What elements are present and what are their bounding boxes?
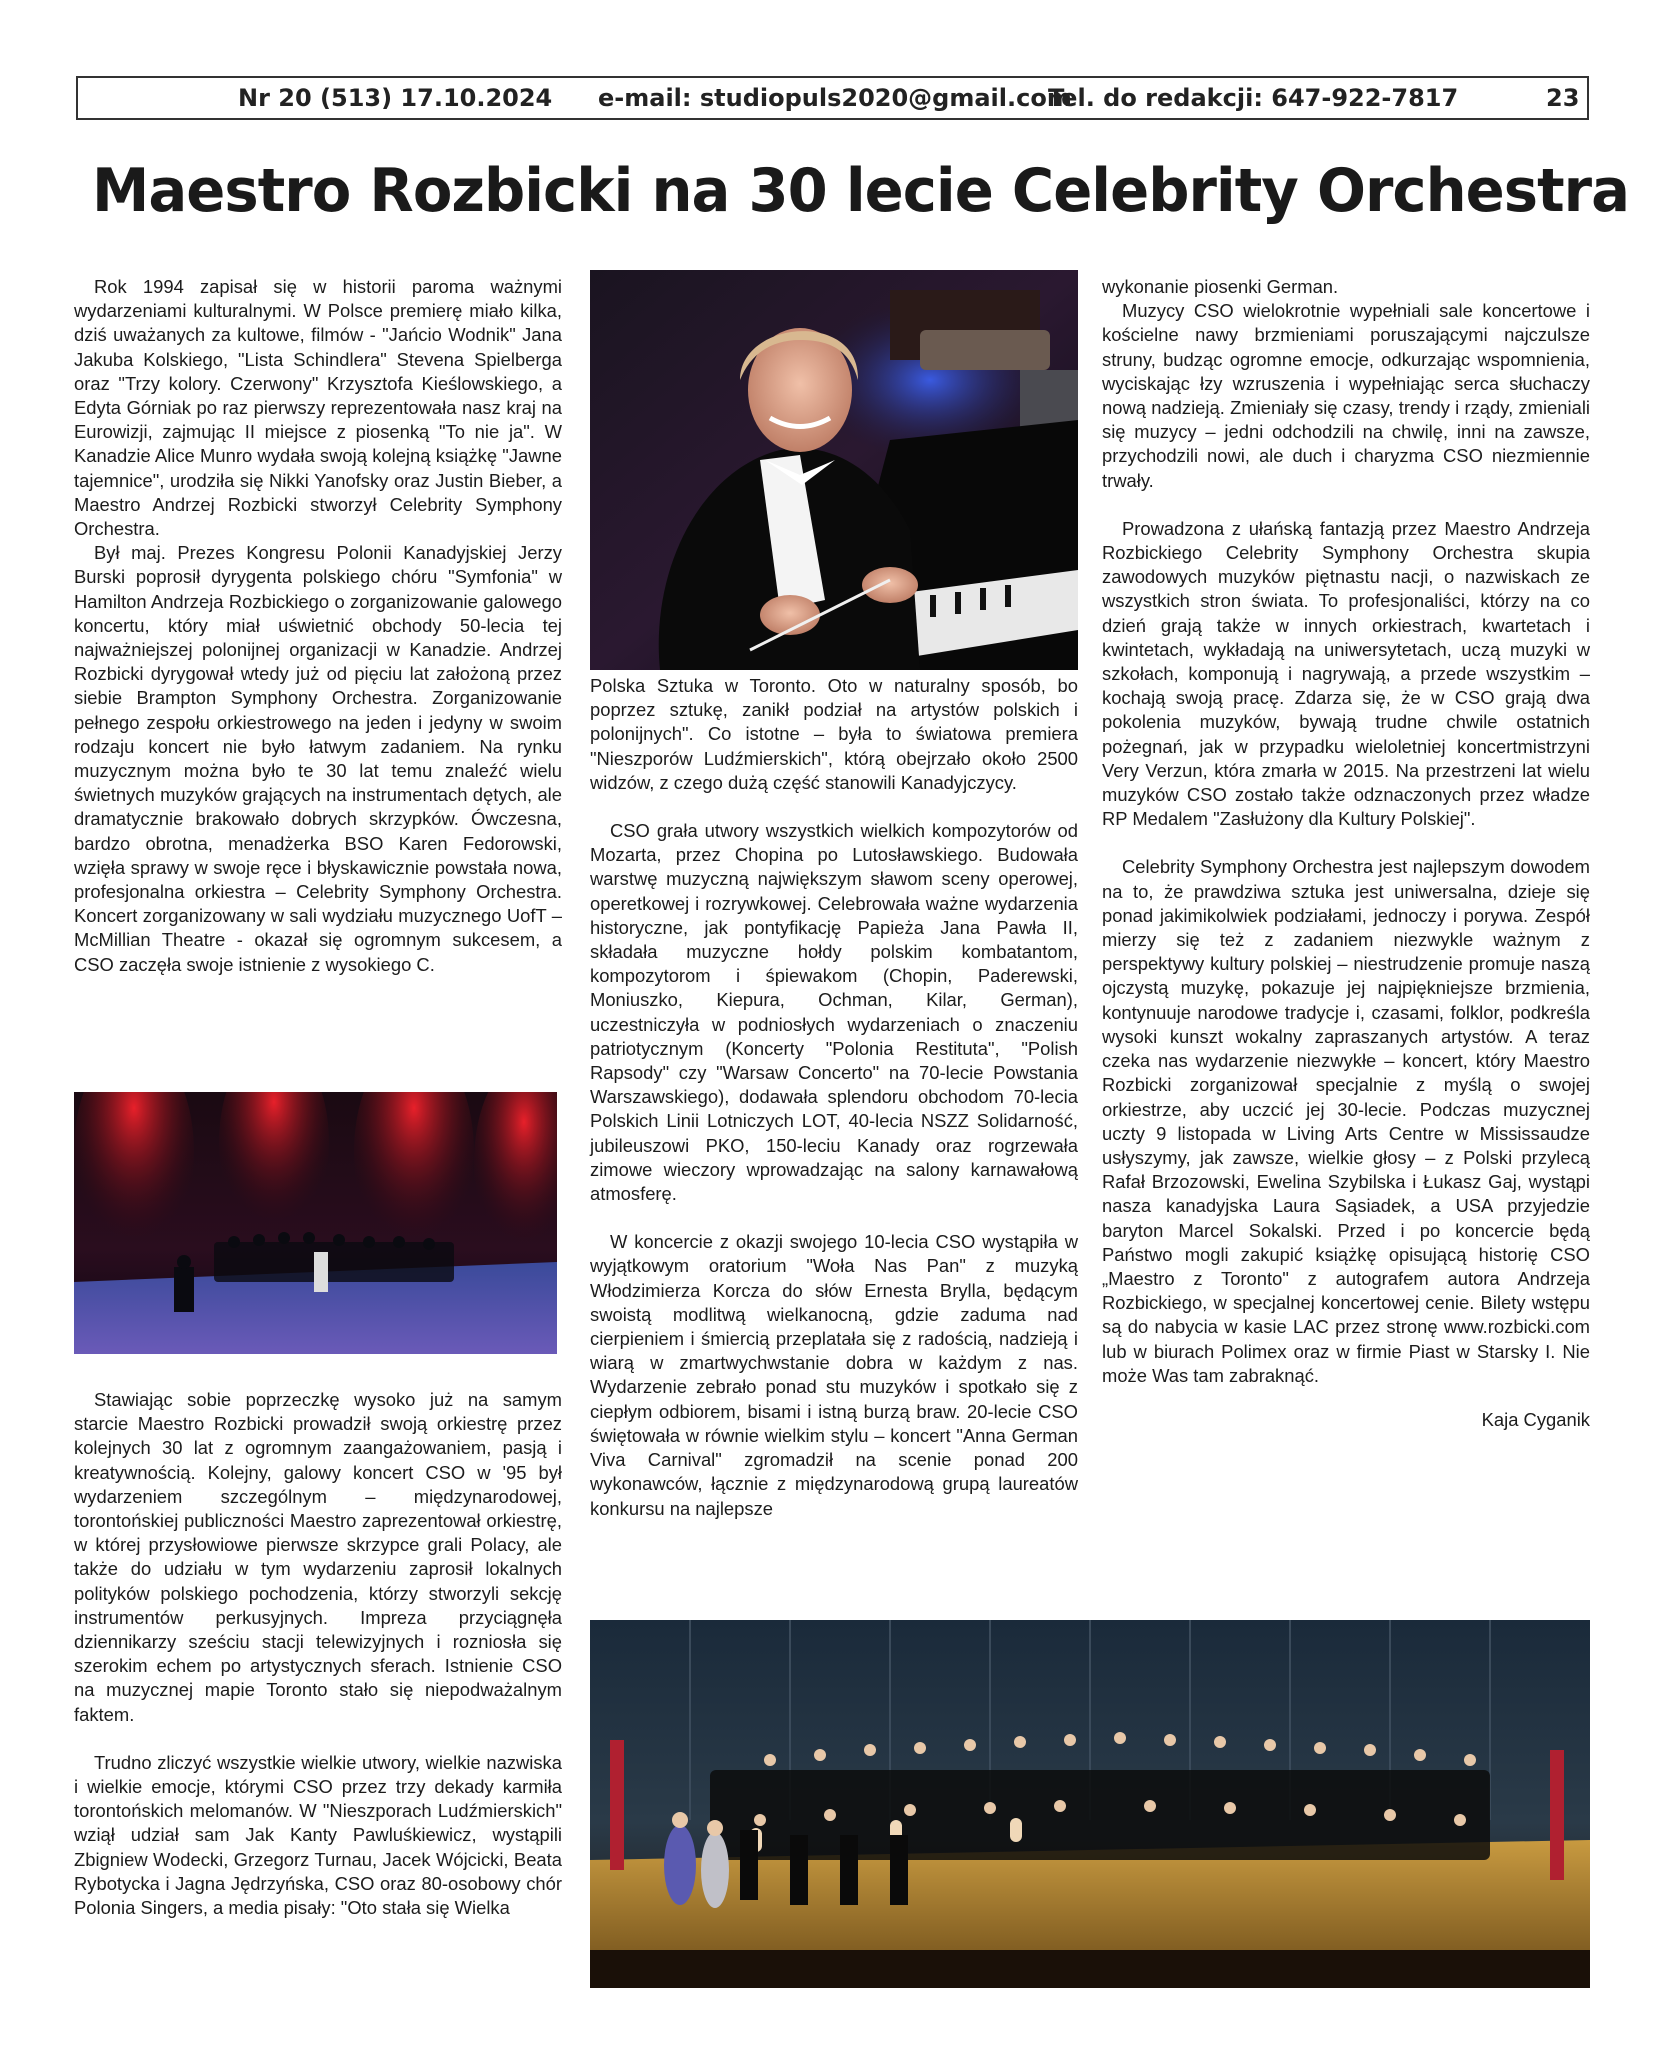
orchestra-stage-photo [74,1092,557,1354]
paragraph: Muzycy CSO wielokrotnie wypełniali sale koncertowe i kościelne nawy brzmieniami poruszającymi najczulsze struny, budząc ogromne emocje, odkurzając wspomnienia, wyciskając łzy wzruszenia i wypełniając serca słuchaczy nową nadzieją. Zmieniały się czasy, trendy i rządy, zmieniali się muzycy – jedni odchodzili na chwilę, inni na zawsze, przychodzili nowi, ale duch i charyzma CSO niezmiennie trwały. [1102,300,1590,491]
paragraph: W koncercie z okazji swojego 10-lecia CSO wystąpiła w wyjątkowym oratorium "Woła Nas Pan" z muzyką Włodzimierza Korcza do słów Ernesta Brylla, będącym swoistą modlitwą wielkanocną, gdzie zaduma nad cierpieniem i śmiercią przeplatała się z radością, nadzieją i wiarą w zmartwychwstanie dobra w każdym z nas. Wydarzenie zebrało ponad stu muzyków i spotkało się z ciepłym odbiorem, bisami i istną burzą braw. 20-lecie CSO świętowała w równie wielkim stylu – koncert "Anna German Viva Carnival" zgromadził na scenie ponad 200 wykonawców, łącznie z międzynarodową grupą laureatów konkursu na najlepsze [590,1231,1078,1519]
maestro-portrait-image [590,270,1078,670]
paragraph: Był maj. Prezes Kongresu Polonii Kanadyjskiej Jerzy Burski poprosił dyrygenta polskiego chóru "Symfonia" w Hamilton Andrzeja Rozbickiego o zorganizowanie galowego koncertu, który miał uświetnić obchody 50-lecia tej najważniejszej polonijnej organizacji w Kanadzie. Andrzej Rozbicki dyrygował wtedy już od pięciu lat założoną przez siebie Brampton Symphony Orchestra. Zorganizowanie pełnego zespołu orkiestrowego na jeden i jedyny w swoim rodzaju koncert nie było łatwym zadaniem. Na rynku muzycznym można było te 30 lat temu znaleźć wielu świetnych muzyków grających na instrumentach dętych, ale dramatycznie brakowało dobrych skrzypków. Ówczesna, bardzo obrotna, menadżerka BSO Karen Fedorowski, wzięła sprawy w swoje ręce i błyskawicznie powstała nowa, profesjonalna orkiestra – Celebrity Symphony Orchestra. Koncert zorganizowany w sali wydziału muzycznego UofT – McMillian Theatre - okazał się ogromnym sukcesem, a CSO zaczęła swoje istnienie z wysokiego C. [74,542,562,975]
editorial-phone: Tel. do redakcji: 647-922-7817 [1048,84,1459,112]
column-1-bottom [74,1388,562,1920]
orchestra-full-stage-photo [590,1620,1590,1988]
paragraph: Polska Sztuka w Toronto. Oto w naturalny sposób, bo poprzez sztukę, zanikł podział na artystów polskich i polonijnych". Co istotne – była to światowa premiera "Nieszporów Ludźmierskich", którą obejrzało około 2500 widzów, z czego dużą część stanowili Kanadyjczycy. [590,675,1078,793]
paragraph: Stawiając sobie poprzeczkę wysoko już na samym starcie Maestro Rozbicki prowadził swoją orkiestrę przez kolejnych 30 lat z ogromnym zaangażowaniem, pasją i kreatywnością. Kolejny, galowy koncert CSO w '95 był wydarzeniem szczególnym – międzynarodowej, torontońskiej publiczności Maestro zaprezentował orkiestrę, w której przysłowiowe pierwsze skrzypce grali Polacy, ale także do udziału w tym wydarzeniu zaprosił lokalnych polityków polskiego pochodzenia, którzy stworzyli sekcję instrumentów perkusyjnych. Impreza przyciągnęła dziennikarzy sześciu stacji telewizyjnych i rozniosła się szerokim echem po artystycznych sferach. Istnienie CSO na muzycznej mapie Toronto stało się niepodważalnym faktem. [74,1389,562,1725]
paragraph: Prowadzona z ułańską fantazją przez Maestro Andrzeja Rozbickiego Celebrity Symphony Orchestra skupia zawodowych muzyków piętnastu nacji, o nazwiskach ze wszystkich stron świata. To profesjonaliści, którzy na co dzień grają także w innych orkiestrach, kwartetach i kwintetach, wykładają na uniwersytetach, uczą muzyki w szkołach, komponują i nagrywają, a przede wszystkim – kochają swoją pracę. Zdarza się, że w CSO grają dwa pokolenia muzyków, bywają trudne chwile ostatnich pożegnań, jak w przypadku wieloletniej koncertmistrzyni Very Verzun, która zmarła w 2015. Na przestrzeni lat wielu muzyków CSO zostało także odznaczonych przez władze RP Medalem "Zasłużony dla Kultury Polskiej". [1102,517,1590,830]
paragraph: Rok 1994 zapisał się w historii paroma ważnymi wydarzeniami kulturalnymi. W Polsce premierę miało kilka, dziś uważanych za kultowe, filmów - "Jańcio Wodnik" Jana Jakuba Kolskiego, "Lista Schindlera" Stevena Spielberga oraz "Trzy kolory. Czerwony" Krzysztofa Kieślowskiego, a Edyta Górniak po raz pierwszy reprezentowała nasz kraj na Eurowizji, zajmując II miejsce z piosenką "To nie ja". W Kanadzie Alice Munro wydała swoją kolejną książkę "Jawne tajemnice", urodziła się Nikki Yanofsky oraz Justin Bieber, a Maestro Andrzej Rozbicki stworzył Celebrity Symphony Orchestra. [74,276,562,540]
paragraph: Trudno zliczyć wszystkie wielkie utwory, wielkie nazwiska i wielkie emocje, którymi CSO przez trzy dekady karmiła torontońskich melomanów. W "Nieszporach Ludźmierskich" wziął udział sam Jak Kanty Pawluśkiewicz, wystąpili Zbigniew Wodecki, Grzegorz Turnau, Jacek Wójcicki, Beata Rybotycka i Jagna Jędrzyńska, CSO oraz 80-osobowy chór Polonia Singers, a media pisały: "Oto stała się Wielka [74,1751,562,1919]
column-3 [1102,275,1590,1432]
issue-header-bar [76,76,1589,120]
article-headline: Maestro Rozbicki na 30 lecie Celebrity Orchestra [92,156,1630,226]
orchestra-full-stage-image [590,1620,1590,1988]
column-1-top [74,275,562,977]
column-2 [590,674,1078,1521]
paragraph: Celebrity Symphony Orchestra jest najlepszym dowodem na to, że prawdziwa sztuka jest uniwersalna, dzieje się ponad jakimikolwiek podziałami, jednoczy i porywa. Zespół mierzy się też z zadaniem niezwykle ważnym z perspektywy kultury polskiej – niestrudzenie promuje naszą ojczystą muzykę, pokazuje jej najpiękniejsze brzmienia, kontynuuje narodowe tradycje i, czasami, folklor, podkreśla wysoki kunszt wokalny zapraszanych artystów. A teraz czeka nas wydarzenie niezwykłe – koncert, który Maestro Rozbicki zorganizował specjalnie z myślą o swojej orkiestrze, aby uczcić jej 30-lecie. Podczas muzycznej uczty 9 listopada w Living Arts Centre w Mississaudze usłyszymy, jak zawsze, wielkie głosy – z Polski przylecą Rafał Brzozowski, Ewelina Szybilska i Łukasz Gaj, wystąpi nasza kanadyjska Laura Sąsiadek, a USA przyjedzie baryton Marcel Sokalski. Przed i po koncercie będą Państwo mogli zakupić książkę opisującą historię CSO „Maestro z Toronto" z autografem autora Andrzeja Rozbickiego, w specjalnej koncertowej cenie. Bilety wstępu są do nabycia w kasie LAC przez stronę www.rozbicki.com lub w biurach Polimex oraz w firmie Piast w Starsky I. Nie może Was tam zabraknąć. [1102,856,1590,1386]
page-number: 23 [1546,84,1580,112]
issue-number-date: Nr 20 (513) 17.10.2024 [238,84,553,112]
article-author: Kaja Cyganik [1481,1408,1590,1430]
paragraph: CSO grała utwory wszystkich wielkich kompozytorów od Mozarta, przez Chopina po Lutosławskiego. Budowała warstwę muzyczną największym sławom sceny operowej, operetkowej i rozrywkowej. Celebrowała ważne wydarzenia historyczne, jak pontyfikację Papieża Jana Pawła II, składała muzyczne hołdy polskim kombatantom, kompozytorom i śpiewakom (Chopin, Paderewski, Moniuszko, Kiepura, Ochman, Kilar, German), uczestniczyła w podniosłych wydarzeniach o znaczeniu patriotycznym (Koncerty "Polonia Restituta", "Polish Rapsody" czy "Warsaw Concerto" na 70-lecie Powstania Warszawskiego), dodawała splendoru obchodom 70-lecia Polskich Linii Lotniczych LOT, 40-lecia NSZZ Solidarność, jubileuszowi PKO, 150-leciu Kanady oraz rogrzewała zimowe wieczory wprowadzając na salony karnawałową atmosferę. [590,820,1078,1205]
paragraph: wykonanie piosenki German. [1102,276,1339,297]
orchestra-stage-photo-image [74,1092,557,1354]
maestro-rozbicki-portrait-photo [590,270,1078,670]
editorial-email: e-mail: studiopuls2020@gmail.com [598,84,1072,112]
